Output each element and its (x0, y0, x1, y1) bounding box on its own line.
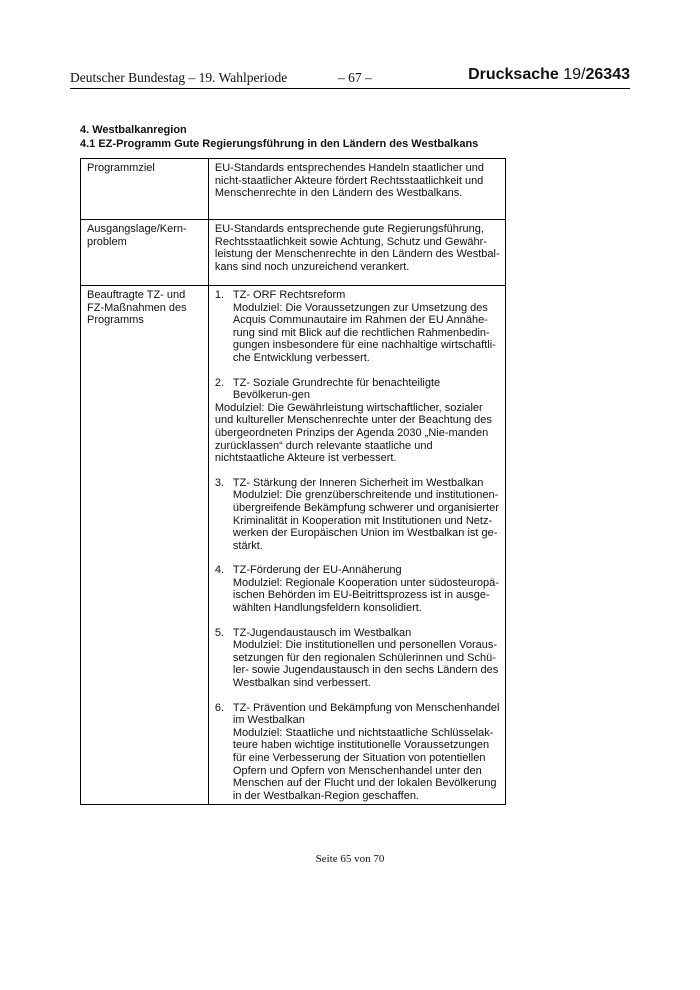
table-row-ausgangslage (81, 220, 506, 286)
page-header (70, 66, 630, 89)
module-item (215, 377, 501, 465)
page-footer: Seite 65 von 70 (315, 853, 385, 865)
module-number: 3. (214, 476, 225, 489)
row-content: EU-Standards entsprechende gute Regierungsführung, Rechtsstaatlichkeit sowie Achtung, Schutz und Gewähr-leistung der Menschenrechte in den Ländern des Westbal-kans sind noch unzureichend verankert. (208, 220, 505, 286)
header-page-number: – 67 – (338, 70, 372, 85)
header-doc-number: 26343 (585, 66, 630, 83)
header-document-id (468, 66, 630, 84)
header-doc-number-prefix: 19/ (563, 66, 586, 83)
module-title: TZ- ORF Rechtsreform (232, 289, 346, 301)
module-goal: Modulziel: Die grenzüberschreitende und institutionen-übergreifende Bekämpfung schwerer und organisierter Kriminalität in Kooperation mit Institutionen und Netz-werken der Europäischen Union im Westbalkan ist ge-stärkt. (232, 489, 499, 552)
module-item (215, 627, 501, 690)
module-item (215, 702, 501, 803)
program-table (80, 158, 506, 805)
module-goal: Modulziel: Die institutionellen und personellen Voraus-setzungen für den regionalen Schülerinnen und Schü-ler- sowie Jugendaustausch in den sechs Ländern des Westbalkan sind verbessert. (232, 639, 499, 690)
module-number: 2. (214, 376, 225, 389)
module-goal: Modulziel: Staatliche und nichtstaatliche Schlüsselak-teure haben wichtige institutionelle Voraussetzungen für eine Verbesserung der Situation von potentiellen Opfern und Opfern von Menschenhandel unter den Menschen auf der Flucht und der lokalen Bevölkerung in der Westbalkan-Region geschaffen. (232, 726, 497, 802)
module-goal: Modulziel: Regionale Kooperation unter südosteuropä-ischen Behörden im EU-Beitrittsprozess ist in ausge-wählten Handlungsfeldern konsolidiert. (232, 576, 499, 615)
module-item (215, 564, 501, 614)
module-title: TZ- Stärkung der Inneren Sicherheit im Westbalkan (232, 476, 484, 489)
row-label: Beauftragte TZ- und FZ-Maßnahmen des Programms (81, 286, 209, 805)
module-number: 5. (214, 626, 225, 639)
section-heading: 4. Westbalkanregion (80, 124, 187, 136)
module-number: 4. (214, 564, 225, 577)
row-content: EU-Standards entsprechendes Handeln staatlicher und nicht-staatlicher Akteure fördert Rechtsstaatlichkeit und Menschenrechte in den Ländern des Westbalkans. (208, 159, 505, 220)
module-goal: Modulziel: Die Gewährleistung wirtschaftlicher, sozialer und kultureller Menschenrechte unter der Beachtung des übergeordneten Prinzips der Agenda 2030 „Nie-manden zurücklassen“ durch relevante staatliche und nichtstaatliche Akteure ist verbessert. (214, 401, 492, 465)
module-title: TZ-Jugendaustausch im Westbalkan (232, 626, 412, 639)
module-item (215, 477, 501, 553)
module-list (215, 289, 501, 802)
table-row-massnahmen (81, 286, 506, 805)
row-label: Ausgangslage/Kern-problem (81, 220, 209, 286)
row-label: Programmziel (81, 159, 209, 220)
module-number: 6. (214, 701, 225, 714)
module-goal: Modulziel: Die Voraussetzungen zur Umsetzung des Acquis Communautaire im Rahmen der EU Annähe-rung sind mit Blick auf die rechtlichen Rahmenbedin-gungen insbesondere für eine nachhaltige wirtschaftli-che Entwicklung verbessert. (232, 301, 496, 364)
modules-cell (208, 286, 505, 805)
header-doc-label: Drucksache (468, 66, 559, 83)
section-subheading: 4.1 EZ-Programm Gute Regierungsführung in den Ländern des Westbalkans (80, 138, 479, 150)
module-title: TZ- Soziale Grundrechte für benachteiligte Bevölkerun-gen (232, 376, 441, 402)
table-row-programmziel (81, 159, 506, 220)
module-number: 1. (214, 289, 225, 301)
module-title: TZ- Prävention und Bekämpfung von Menschenhandel im Westbalkan (232, 701, 500, 727)
module-title: TZ-Förderung der EU-Annäherung (232, 564, 402, 577)
section-headings (80, 123, 478, 151)
module-item (215, 289, 501, 365)
header-publication: Deutscher Bundestag – 19. Wahlperiode (70, 70, 288, 85)
